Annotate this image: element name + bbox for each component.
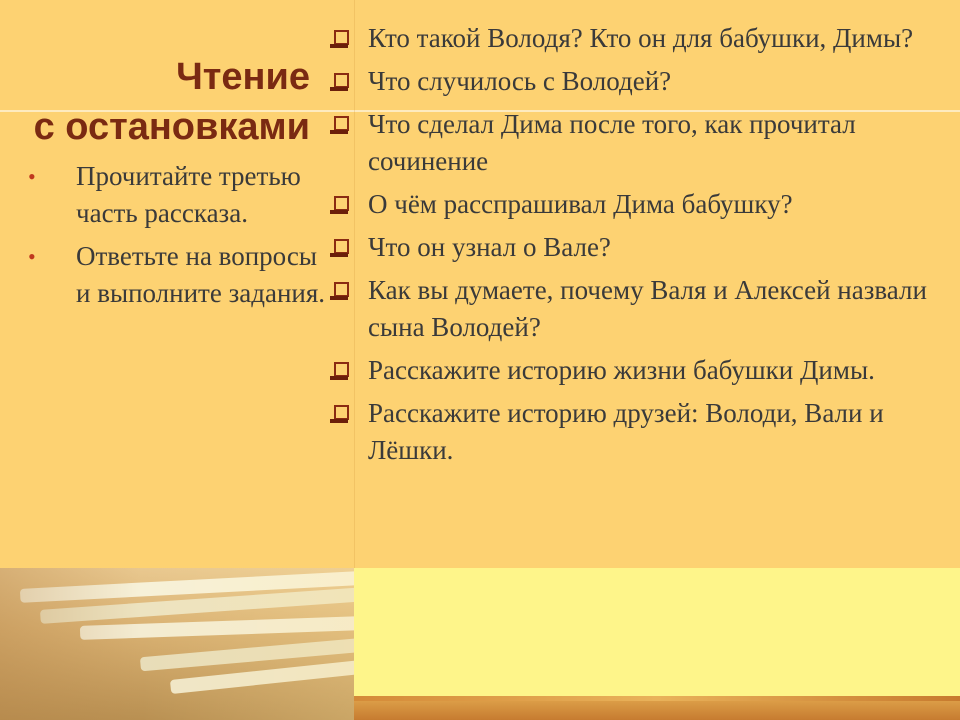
question-text: Что случилось с Володей? [368, 66, 672, 96]
question-item [330, 352, 950, 389]
checkbox-square-icon [334, 405, 349, 420]
title-line-2: с остановками [33, 106, 310, 148]
checkbox-square-icon [334, 30, 349, 45]
book-pages-image [0, 568, 354, 720]
checkbox-square-icon [334, 282, 349, 297]
question-item [330, 395, 950, 469]
question-item [330, 63, 950, 100]
question-item [330, 186, 950, 223]
slide-title [0, 52, 310, 152]
title-line-1: Чтение [176, 56, 310, 98]
checkbox-square-icon [334, 116, 349, 131]
question-text: Расскажите историю друзей: Володи, Вали и Лёшки. [368, 398, 884, 465]
instruction-item [28, 238, 328, 312]
bullet-icon: • [28, 244, 36, 269]
question-text: Кто такой Володя? Кто он для бабушки, Димы? [368, 23, 914, 53]
question-text: Как вы думаете, почему Валя и Алексей назвали сына Володей? [368, 275, 927, 342]
instruction-list [28, 158, 328, 318]
checkbox-square-icon [334, 73, 349, 88]
question-text: Что он узнал о Вале? [368, 232, 611, 262]
instruction-text: Прочитайте третью часть рассказа. [76, 161, 301, 228]
question-item [330, 106, 950, 180]
book-shade [0, 568, 354, 720]
checkbox-square-icon [334, 196, 349, 211]
bullet-icon: • [28, 164, 36, 189]
checkbox-square-icon [334, 362, 349, 377]
instruction-text: Ответьте на вопросы и выполните задания. [76, 241, 326, 308]
question-text: О чём расспрашивал Дима бабушку? [368, 189, 793, 219]
checkbox-square-icon [334, 239, 349, 254]
question-list [330, 20, 950, 475]
question-item [330, 229, 950, 266]
question-item [330, 272, 950, 346]
question-text: Что сделал Дима после того, как прочитал сочинение [368, 109, 856, 176]
instruction-item [28, 158, 328, 232]
bottom-highlight-strip [354, 568, 960, 696]
bottom-band [354, 696, 960, 720]
question-text: Расскажите историю жизни бабушки Димы. [368, 355, 875, 385]
question-item [330, 20, 950, 57]
